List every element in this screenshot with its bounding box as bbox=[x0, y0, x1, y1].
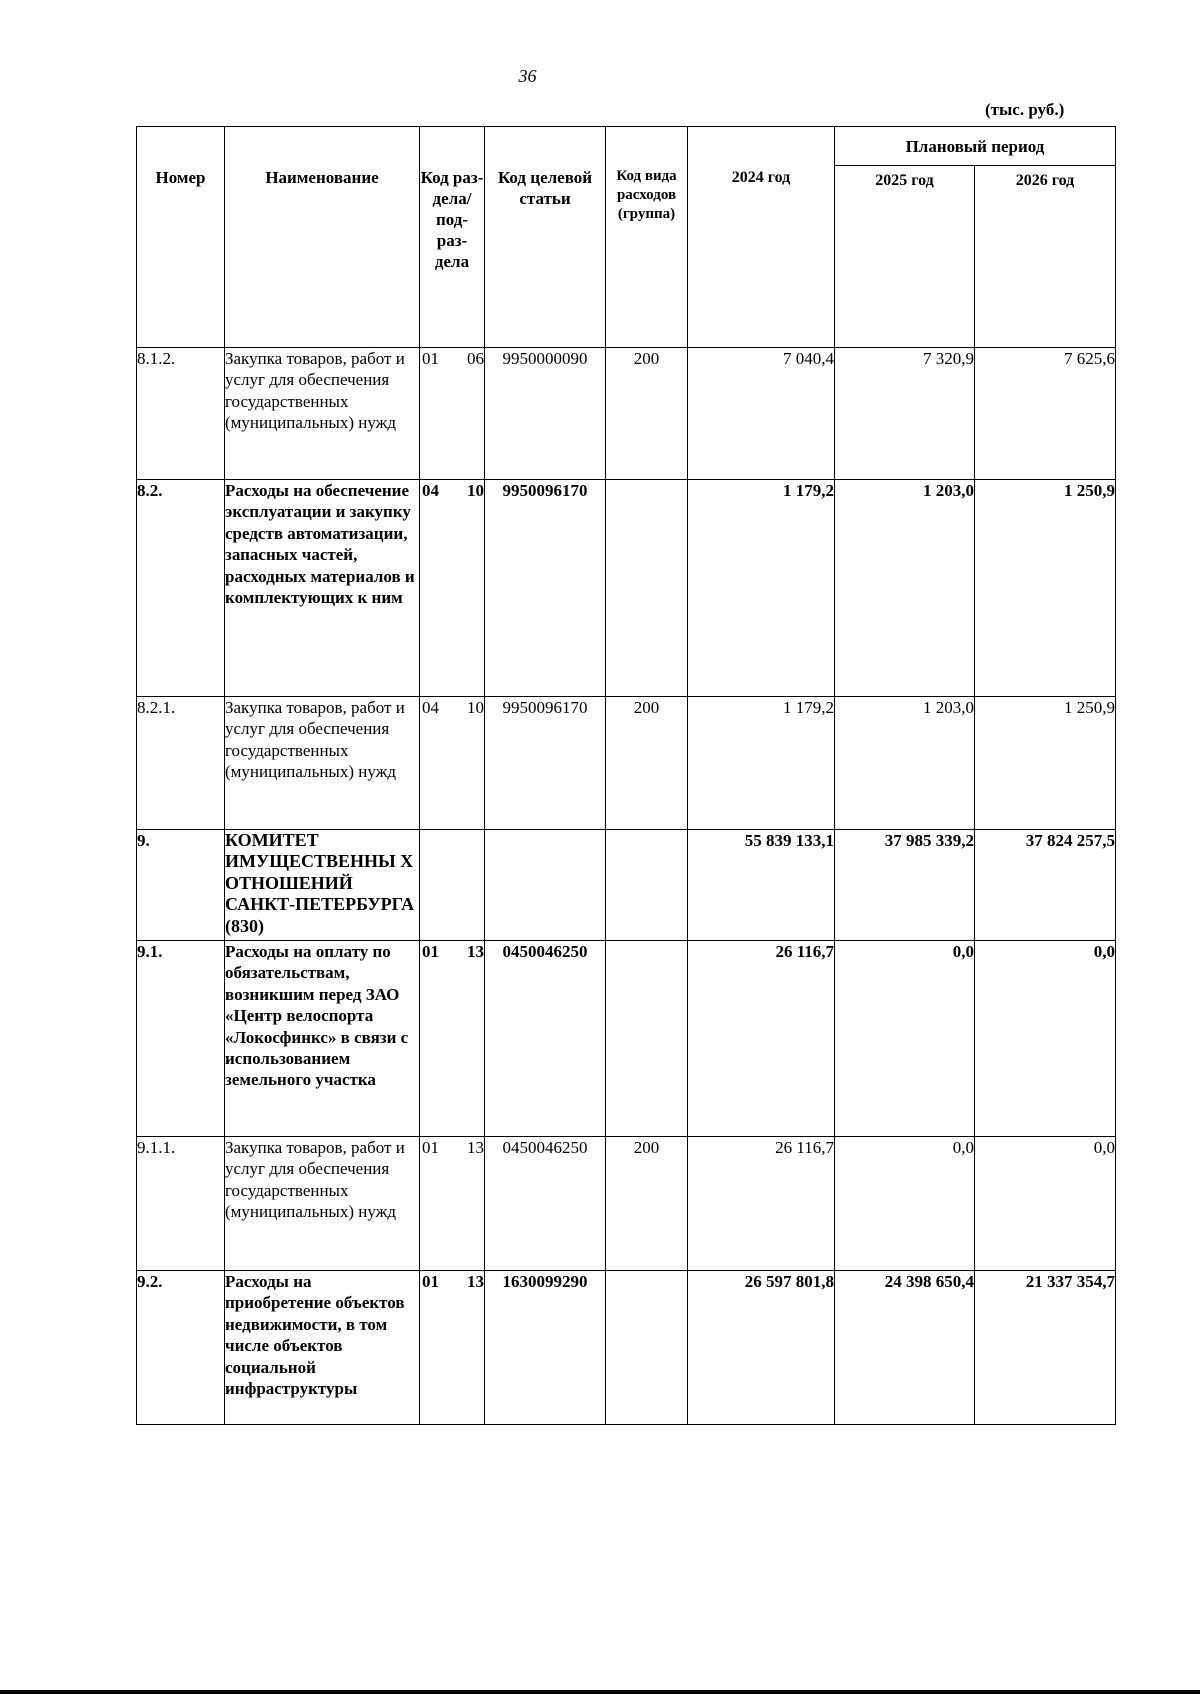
row-section bbox=[420, 480, 485, 697]
header-year-2026: 2026 год bbox=[975, 166, 1116, 348]
row-2024: 26 597 801,8 bbox=[688, 1271, 835, 1425]
table-row bbox=[137, 830, 1116, 941]
row-number: 9. bbox=[137, 830, 225, 941]
row-name: Закупка товаров, работ и услуг для обеспечения государственных (муниципальных) нужд bbox=[225, 697, 420, 830]
row-2025: 0,0 bbox=[835, 1137, 975, 1271]
units-label: (тыс. руб.) bbox=[985, 100, 1065, 119]
row-2026: 37 824 257,5 bbox=[975, 830, 1116, 941]
row-group bbox=[606, 480, 688, 697]
row-number: 9.1. bbox=[137, 941, 225, 1137]
row-2025: 7 320,9 bbox=[835, 348, 975, 480]
row-target: 9950096170 bbox=[485, 480, 606, 697]
row-2026: 0,0 bbox=[975, 1137, 1116, 1271]
header-expense-type: Код вида расходов (группа) bbox=[606, 127, 688, 348]
row-2025: 1 203,0 bbox=[835, 480, 975, 697]
row-section bbox=[420, 941, 485, 1137]
table-row bbox=[137, 348, 1116, 480]
header-target-code: Код целевой статьи bbox=[485, 127, 606, 348]
row-2026: 7 625,6 bbox=[975, 348, 1116, 480]
table-row bbox=[137, 697, 1116, 830]
row-2026: 1 250,9 bbox=[975, 480, 1116, 697]
row-group bbox=[606, 830, 688, 941]
subsection-code: 06 bbox=[467, 349, 484, 368]
row-name: Расходы на оплату по обязательствам, возникшим перед ЗАО «Центр велоспорта «Локосфинкс» в связи с использованием земельного участка bbox=[225, 941, 420, 1137]
section-code: 04 bbox=[422, 481, 439, 500]
row-2026: 0,0 bbox=[975, 941, 1116, 1137]
row-section bbox=[420, 830, 485, 941]
header-row bbox=[137, 127, 1116, 166]
row-target: 1630099290 bbox=[485, 1271, 606, 1425]
header-year-2024: 2024 год bbox=[688, 127, 835, 348]
row-target bbox=[485, 830, 606, 941]
row-2024: 1 179,2 bbox=[688, 697, 835, 830]
row-name: Расходы на обеспечение эксплуатации и закупку средств автоматизации, запасных частей, расходных материалов и комплектующих к ним bbox=[225, 480, 420, 697]
row-number: 8.2.1. bbox=[137, 697, 225, 830]
section-code: 01 bbox=[422, 1272, 439, 1291]
table-row bbox=[137, 1271, 1116, 1425]
table-row bbox=[137, 480, 1116, 697]
row-2024: 1 179,2 bbox=[688, 480, 835, 697]
header-name: Наименование bbox=[225, 127, 420, 348]
table-row bbox=[137, 941, 1116, 1137]
row-section bbox=[420, 1271, 485, 1425]
header-year-2025: 2025 год bbox=[835, 166, 975, 348]
row-number: 9.2. bbox=[137, 1271, 225, 1425]
row-group bbox=[606, 1271, 688, 1425]
row-2025: 1 203,0 bbox=[835, 697, 975, 830]
subsection-code: 10 bbox=[467, 698, 484, 717]
row-group: 200 bbox=[606, 348, 688, 480]
row-2025: 37 985 339,2 bbox=[835, 830, 975, 941]
row-section bbox=[420, 1137, 485, 1271]
row-group bbox=[606, 941, 688, 1137]
row-group: 200 bbox=[606, 1137, 688, 1271]
subsection-code: 13 bbox=[467, 1138, 484, 1157]
row-2025: 24 398 650,4 bbox=[835, 1271, 975, 1425]
section-code: 01 bbox=[422, 349, 439, 368]
row-2024: 26 116,7 bbox=[688, 941, 835, 1137]
section-code: 01 bbox=[422, 942, 439, 961]
table-row bbox=[137, 1137, 1116, 1271]
row-2026: 21 337 354,7 bbox=[975, 1271, 1116, 1425]
header-number: Номер bbox=[137, 127, 225, 348]
row-2026: 1 250,9 bbox=[975, 697, 1116, 830]
section-code: 04 bbox=[422, 698, 439, 717]
row-2024: 55 839 133,1 bbox=[688, 830, 835, 941]
row-2024: 26 116,7 bbox=[688, 1137, 835, 1271]
subsection-code: 13 bbox=[467, 1272, 484, 1291]
row-number: 9.1.1. bbox=[137, 1137, 225, 1271]
row-target: 9950000090 bbox=[485, 348, 606, 480]
header-section-code: Код раз- дела/ под- раз- дела bbox=[420, 127, 485, 348]
row-2024: 7 040,4 bbox=[688, 348, 835, 480]
row-section bbox=[420, 348, 485, 480]
row-number: 8.1.2. bbox=[137, 348, 225, 480]
row-name: Закупка товаров, работ и услуг для обеспечения государственных (муниципальных) нужд bbox=[225, 348, 420, 480]
row-name: Закупка товаров, работ и услуг для обеспечения государственных (муниципальных) нужд bbox=[225, 1137, 420, 1271]
row-target: 9950096170 bbox=[485, 697, 606, 830]
row-target: 0450046250 bbox=[485, 941, 606, 1137]
row-number: 8.2. bbox=[137, 480, 225, 697]
row-target: 0450046250 bbox=[485, 1137, 606, 1271]
page-number: 36 bbox=[518, 66, 537, 86]
row-name: КОМИТЕТ ИМУЩЕСТВЕННЫ Х ОТНОШЕНИЙ САНКТ-ПЕТЕРБУРГА (830) bbox=[225, 830, 420, 941]
subsection-code: 13 bbox=[467, 942, 484, 961]
section-code: 01 bbox=[422, 1138, 439, 1157]
row-section bbox=[420, 697, 485, 830]
row-group: 200 bbox=[606, 697, 688, 830]
header-planning-period: Плановый период bbox=[835, 127, 1116, 166]
budget-table bbox=[136, 126, 1116, 1425]
scan-border bbox=[0, 1690, 1200, 1694]
row-2025: 0,0 bbox=[835, 941, 975, 1137]
subsection-code: 10 bbox=[467, 481, 484, 500]
row-name: Расходы на приобретение объектов недвижимости, в том числе объектов социальной инфраструктуры bbox=[225, 1271, 420, 1425]
